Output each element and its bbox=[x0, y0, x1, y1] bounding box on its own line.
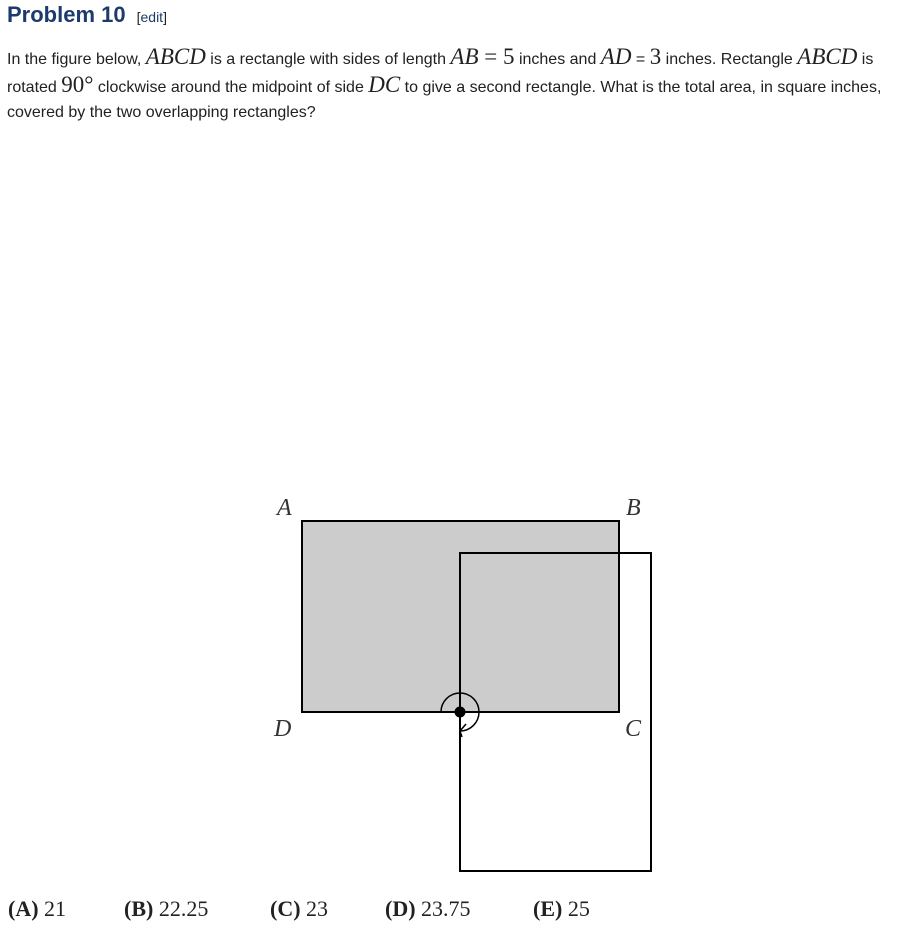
math-five: 5 bbox=[503, 44, 515, 69]
problem-text: is a rectangle with sides of length bbox=[205, 51, 451, 68]
problem-title: Problem 10 bbox=[7, 2, 126, 27]
choice-letter: (D) bbox=[385, 896, 416, 921]
edit-close-bracket: ] bbox=[163, 9, 167, 25]
math-ab: AB bbox=[450, 44, 479, 69]
vertex-label-c: C bbox=[625, 716, 642, 742]
choice-value: 22.25 bbox=[158, 896, 209, 921]
math-ad: AD bbox=[600, 44, 632, 69]
midpoint-dot bbox=[455, 707, 466, 718]
math-abcd: ABCD bbox=[145, 44, 206, 69]
vertex-label-d: D bbox=[274, 716, 292, 742]
edit-open-bracket: [ bbox=[136, 9, 141, 25]
choice-value: 23 bbox=[306, 896, 329, 921]
edit-link-text[interactable]: edit bbox=[140, 9, 164, 25]
math-dc: DC bbox=[368, 72, 401, 97]
choice-c bbox=[270, 896, 328, 922]
math-ninety-degrees: 90° bbox=[61, 72, 94, 97]
math-abcd: ABCD bbox=[797, 44, 858, 69]
choice-letter: (E) bbox=[533, 896, 563, 921]
problem-text: is rotated bbox=[7, 51, 874, 96]
choice-letter: (B) bbox=[124, 896, 154, 921]
problem-text: In the figure below, bbox=[7, 51, 146, 68]
vertex-label-b: B bbox=[626, 495, 641, 521]
math-equals: = bbox=[478, 44, 503, 69]
vertex-label-a: A bbox=[277, 495, 292, 521]
choice-b bbox=[124, 896, 208, 922]
problem-text: inches and bbox=[514, 51, 601, 68]
problem-text: clockwise around the midpoint of side bbox=[93, 79, 369, 96]
choice-letter: (C) bbox=[270, 896, 301, 921]
math-three: 3 bbox=[649, 44, 662, 69]
choice-e bbox=[533, 896, 590, 922]
problem-text: = bbox=[631, 51, 650, 68]
choice-value: 25 bbox=[567, 896, 590, 921]
problem-text: inches. Rectangle bbox=[661, 51, 798, 68]
choice-letter: (A) bbox=[8, 896, 39, 921]
choice-d bbox=[385, 896, 471, 922]
choice-value: 23.75 bbox=[421, 896, 471, 921]
choice-a bbox=[8, 896, 66, 922]
choice-value: 21 bbox=[44, 896, 67, 921]
problem-text: to give a second rectangle. What is the total area, in square inches, covered by the two overlapping rectangles? bbox=[7, 79, 882, 121]
